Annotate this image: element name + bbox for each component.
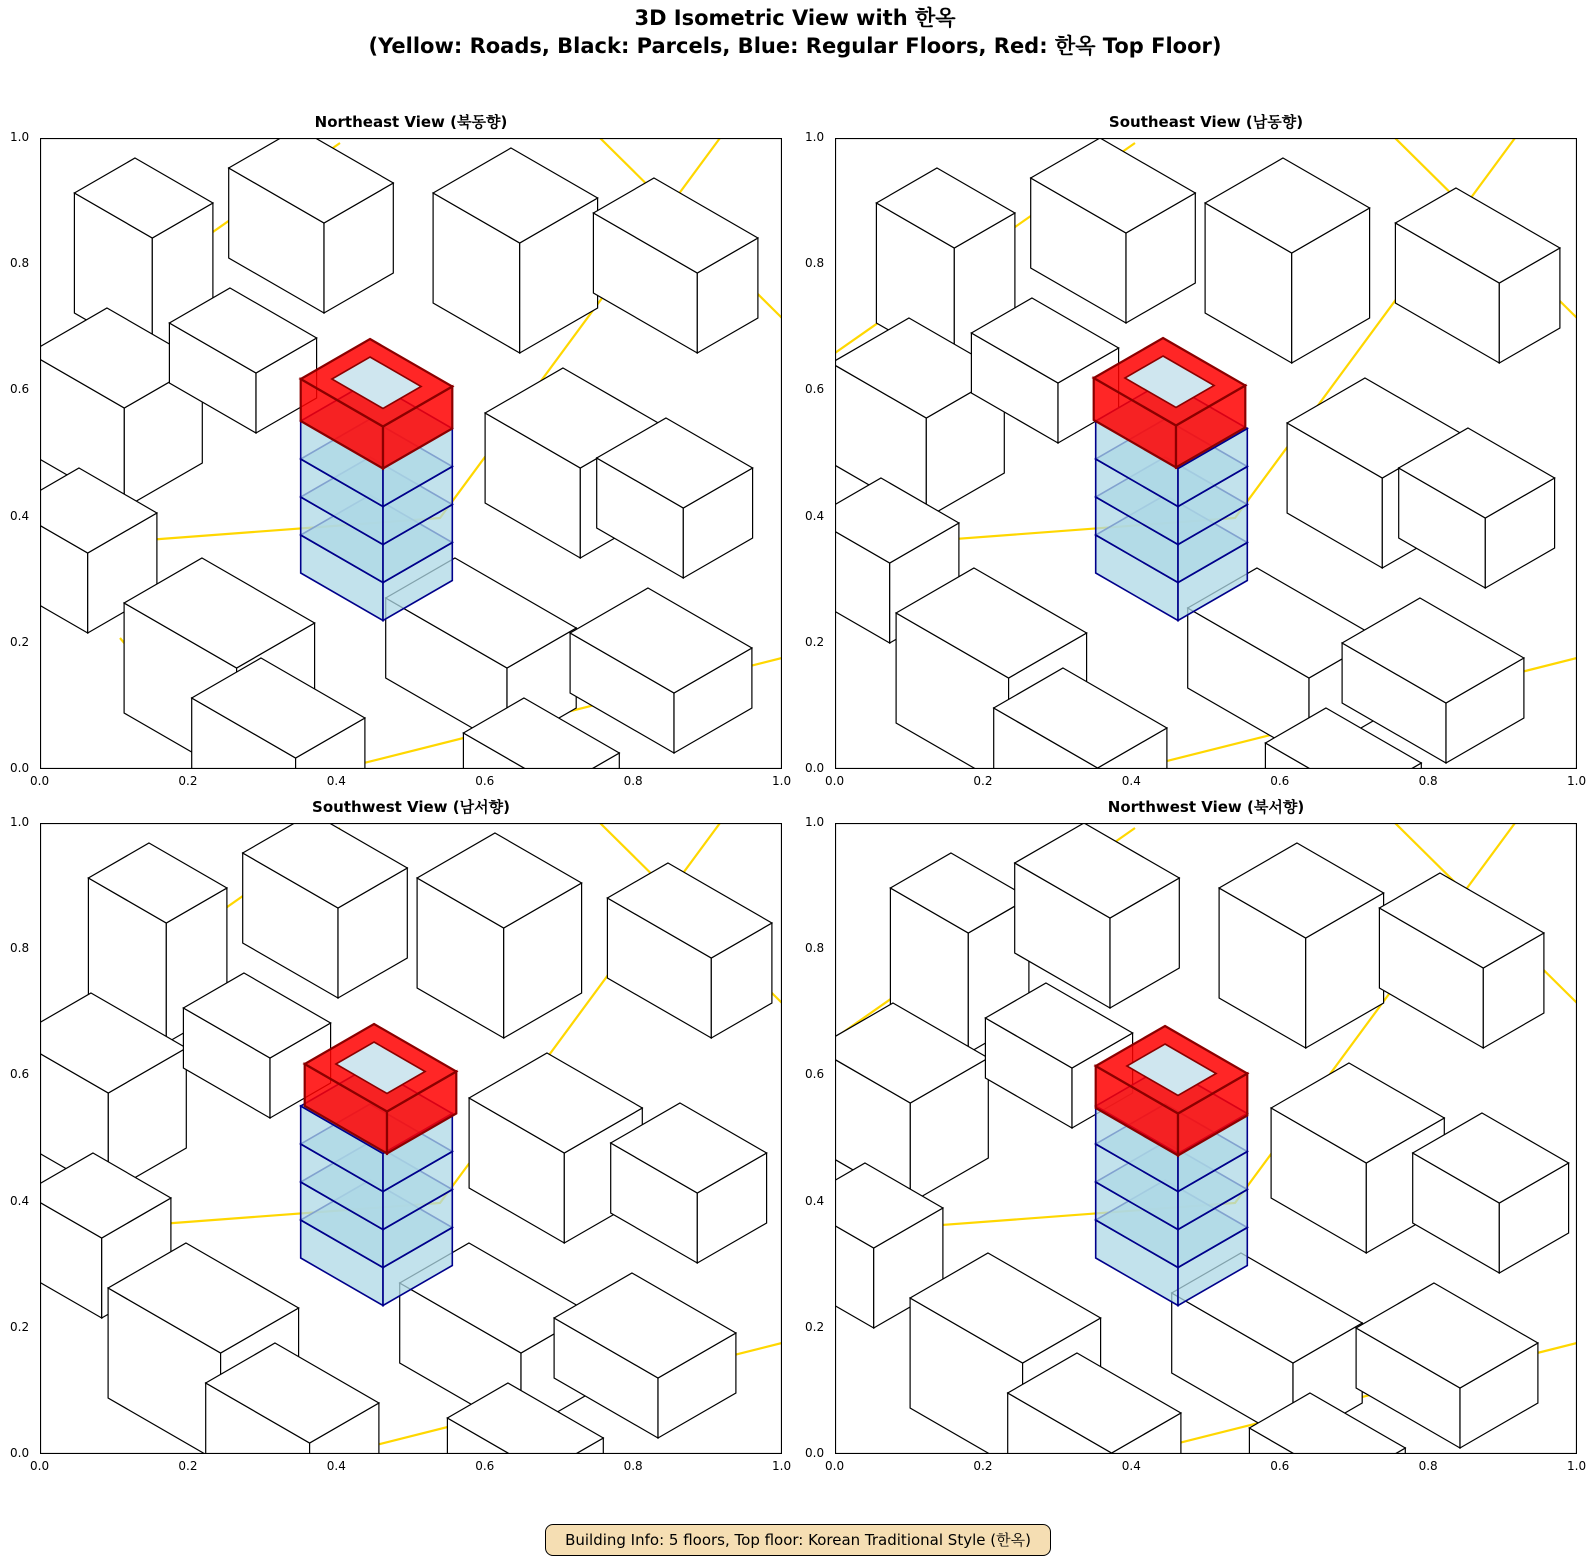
x-tick-label: 0.6 — [1270, 774, 1290, 788]
x-tick-label: 0.8 — [623, 774, 643, 788]
y-tick-label: 0.6 — [805, 382, 825, 397]
y-tick-label: 0.8 — [805, 941, 825, 956]
figure-title-line-1: 3D Isometric View with 한옥 — [634, 6, 956, 30]
target-building — [1094, 338, 1248, 621]
x-tick-label: 0.0 — [30, 774, 50, 788]
x-tick-label: 1.0 — [772, 1459, 792, 1473]
context-building — [1031, 138, 1196, 323]
y-tick-label: 0.8 — [10, 256, 30, 271]
x-tick-label: 1.0 — [772, 774, 792, 788]
x-tick-label: 0.6 — [475, 774, 495, 788]
y-tick-label: 0.6 — [10, 1067, 30, 1082]
y-tick-label: 0.4 — [10, 1193, 30, 1208]
context-building — [1219, 843, 1384, 1048]
x-tick-label: 0.2 — [973, 774, 993, 788]
context-building — [554, 1273, 736, 1438]
context-building — [229, 138, 394, 313]
x-tick-label: 0.0 — [825, 774, 845, 788]
context-building — [417, 833, 581, 1038]
y-tick-label: 1.0 — [10, 815, 30, 829]
y-tick-label: 1.0 — [10, 130, 30, 144]
y-tick-label: 0.6 — [10, 382, 30, 397]
view-title: Northwest View (북서향) — [1107, 798, 1305, 816]
isometric-view-panel — [40, 138, 782, 769]
context-building — [1205, 158, 1370, 363]
y-tick-label: 0.2 — [10, 634, 30, 649]
x-tick-label: 0.8 — [1418, 774, 1438, 788]
context-building — [1395, 188, 1560, 363]
x-tick-label: 1.0 — [1567, 1459, 1587, 1473]
context-building — [1379, 873, 1544, 1048]
target-building — [301, 339, 453, 621]
y-tick-label: 0.4 — [805, 508, 825, 523]
y-tick-label: 0.0 — [10, 1446, 30, 1460]
context-building — [1356, 1283, 1538, 1448]
isometric-view-panel — [40, 823, 782, 1454]
y-tick-label: 0.0 — [805, 761, 825, 775]
figure-title — [0, 4, 1590, 60]
y-tick-label: 1.0 — [805, 815, 825, 829]
x-tick-label: 0.6 — [475, 1459, 495, 1473]
y-tick-label: 0.0 — [805, 1446, 825, 1460]
y-tick-label: 0.6 — [805, 1067, 825, 1082]
y-tick-label: 0.2 — [10, 1319, 30, 1334]
isometric-view-panel — [835, 138, 1577, 769]
context-building — [593, 178, 758, 353]
x-tick-label: 0.2 — [178, 1459, 198, 1473]
y-tick-label: 0.8 — [805, 256, 825, 271]
y-tick-label: 0.8 — [10, 941, 30, 956]
figure-title-line-2: (Yellow: Roads, Black: Parcels, Blue: Regular Floors, Red: 한옥 Top Floor) — [368, 34, 1222, 58]
target-building — [301, 1024, 457, 1306]
x-tick-label: 0.2 — [973, 1459, 993, 1473]
y-tick-label: 0.0 — [10, 761, 30, 775]
x-tick-label: 0.2 — [178, 774, 198, 788]
x-tick-label: 0.8 — [1418, 1459, 1438, 1473]
view-title: Southwest View (남서향) — [312, 798, 510, 816]
x-tick-label: 1.0 — [1567, 774, 1587, 788]
y-tick-label: 1.0 — [805, 130, 825, 144]
y-tick-label: 0.4 — [805, 1193, 825, 1208]
y-tick-label: 0.4 — [10, 508, 30, 523]
context-building — [243, 823, 408, 998]
view-title: Northeast View (북동향) — [314, 113, 508, 131]
x-tick-label: 0.4 — [1121, 774, 1141, 788]
isometric-view-panel — [835, 823, 1577, 1454]
building-info-box: Building Info: 5 floors, Top floor: Korean Traditional Style (한옥) — [545, 1524, 1051, 1556]
x-tick-label: 0.0 — [825, 1459, 845, 1473]
x-tick-label: 0.4 — [326, 774, 346, 788]
context-building — [433, 148, 597, 353]
context-building — [570, 588, 752, 753]
y-tick-label: 0.2 — [805, 634, 825, 649]
target-building — [1096, 1026, 1248, 1306]
x-tick-label: 0.8 — [623, 1459, 643, 1473]
x-tick-label: 0.6 — [1270, 1459, 1290, 1473]
context-building — [1015, 823, 1180, 1008]
x-tick-label: 0.0 — [30, 1459, 50, 1473]
context-building — [607, 863, 772, 1038]
x-tick-label: 0.4 — [326, 1459, 346, 1473]
view-title: Southeast View (남동향) — [1108, 113, 1304, 131]
x-tick-label: 0.4 — [1121, 1459, 1141, 1473]
y-tick-label: 0.2 — [805, 1319, 825, 1334]
